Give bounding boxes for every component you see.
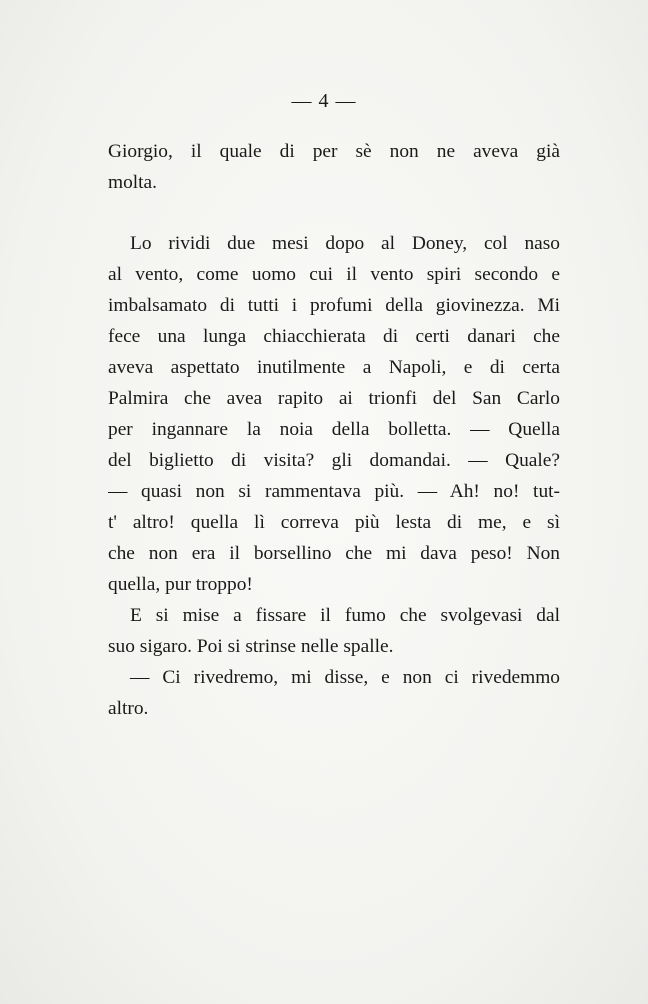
text-line: altro. [108, 698, 149, 719]
text-line: t' altro! quella lì correva più lesta di me, e sì [108, 512, 560, 533]
text-line: molta. [108, 172, 158, 193]
paragraph [108, 228, 560, 600]
paragraph [108, 136, 560, 198]
text-line: quella, pur troppo! [108, 574, 253, 595]
text-line: aveva aspettato inutilmente a Napoli, e di certa [108, 357, 560, 378]
page-number: — 4 — [291, 90, 357, 112]
text-line: Palmira che avea rapito ai trionfi del San Carlo [108, 388, 560, 409]
text-line: E si mise a fissare il fumo che svolgevasi dal [130, 605, 560, 626]
text-line: imbalsamato di tutti i profumi della giovinezza. Mi [108, 295, 560, 316]
text-line: — Ci rivedremo, mi disse, e non ci rivedemmo [130, 667, 560, 688]
text-line: per ingannare la noia della bolletta. — Quella [108, 419, 560, 440]
text-line: che non era il borsellino che mi dava peso! Non [108, 543, 560, 564]
body-text [108, 136, 560, 724]
text-line: fece una lunga chiacchierata di certi danari che [108, 326, 560, 347]
text-line: del biglietto di visita? gli domandai. — Quale? [108, 450, 560, 471]
text-line: Giorgio, il quale di per sè non ne aveva già [108, 141, 560, 162]
text-line: — quasi non si rammentava più. — Ah! no! tut- [108, 481, 560, 502]
paragraph [108, 600, 560, 662]
text-line: Lo rividi due mesi dopo al Doney, col naso [130, 233, 560, 254]
paragraph [108, 662, 560, 724]
text-line: al vento, come uomo cui il vento spiri secondo e [108, 264, 560, 285]
text-line: suo sigaro. Poi si strinse nelle spalle. [108, 636, 394, 657]
